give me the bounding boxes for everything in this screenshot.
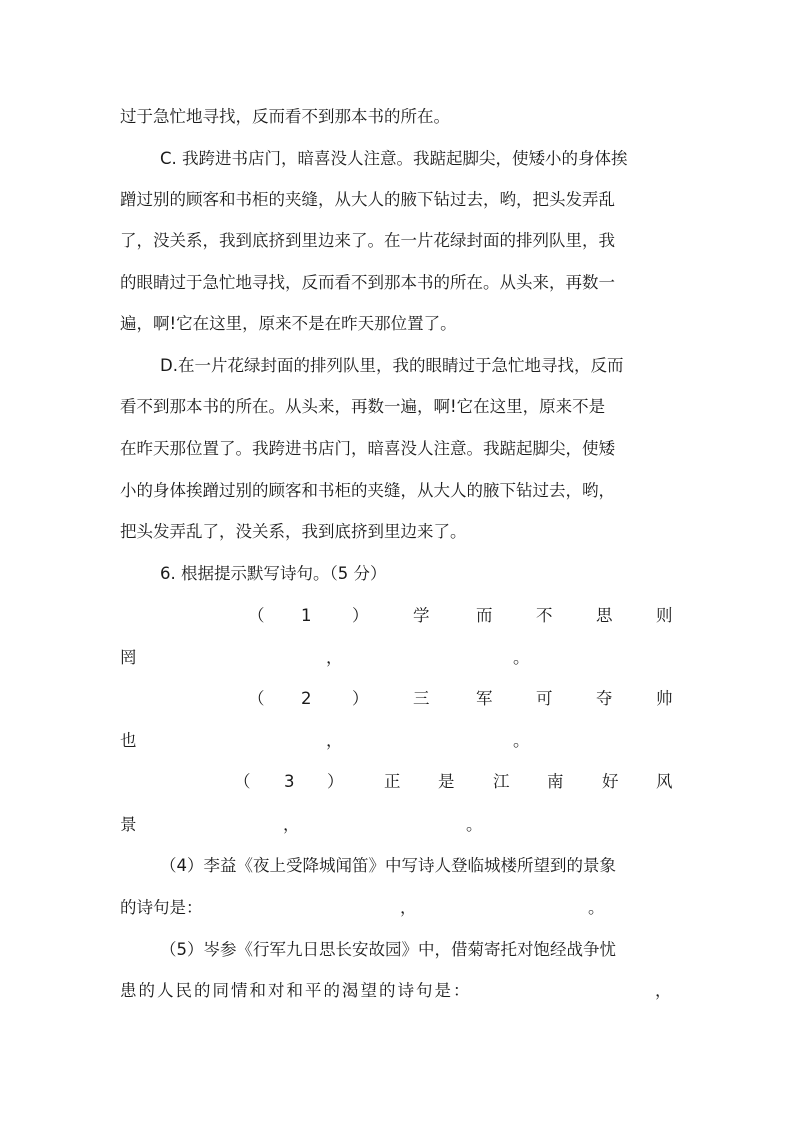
q6-item-5-prompt: 患的人民的同情和对和平的渴望的诗句是： <box>120 981 472 1000</box>
q6-item-2-char: ） <box>352 689 369 708</box>
q6-item-3-tail: 景 <box>120 815 137 834</box>
option-d-line-3: 在昨天那位置了。我跨进书店门，暗喜没人注意。我踮起脚尖，使矮 <box>120 439 615 458</box>
q6-item-2-char: 军 <box>476 689 493 708</box>
q6-item-3-char: 正 <box>384 772 401 791</box>
option-c-line-1: C. 我跨进书店门，暗喜没人注意。我踮起脚尖，使矮小的身体挨 <box>160 149 628 168</box>
q6-item-1-char: 而 <box>476 606 493 625</box>
q6-item-5-line-1: （5）岑参《行军九日思长安故园》中，借菊寄托对饱经战争忧 <box>160 940 616 959</box>
option-d-line-5: 把头发弄乱了，没关系，我到底挤到里边来了。 <box>120 522 467 541</box>
q6-item-1-char: ） <box>352 606 369 625</box>
q6-item-1-tail: 罔 <box>120 648 137 667</box>
q6-item-4-period: 。 <box>588 898 605 917</box>
option-d-line-2: 看不到那本书的所在。从头来，再数一遍，啊!它在这里，原来不是 <box>120 397 606 416</box>
q6-item-1-char: 学 <box>413 606 430 625</box>
q6-item-2-char: 帅 <box>656 689 673 708</box>
q6-item-1-char: 则 <box>656 606 673 625</box>
option-c-line-5: 遍，啊!它在这里，原来不是在昨天那位置了。 <box>120 314 457 333</box>
option-c-line-2: 蹭过别的顾客和书柜的夹缝，从大人的腋下钻过去，哟，把头发弄乱 <box>120 190 615 209</box>
q6-item-1-comma: ， <box>326 648 343 667</box>
option-c-line-3: 了，没关系，我到底挤到里边来了。在一片花绿封面的排列队里，我 <box>120 231 615 250</box>
q6-item-2-char: 可 <box>536 689 553 708</box>
q6-item-1-char: 1 <box>301 606 312 625</box>
q6-item-2-char: 2 <box>301 689 312 708</box>
q6-item-3-comma: ， <box>283 815 300 834</box>
q6-item-1-char: 思 <box>596 606 613 625</box>
q6-item-4-prompt: 的诗句是： <box>120 898 203 917</box>
q6-item-2-char: 夺 <box>596 689 613 708</box>
q6-item-3-char: 好 <box>602 772 619 791</box>
q6-item-2-tail: 也 <box>120 731 137 750</box>
q6-item-3-char: （ <box>234 772 251 791</box>
q6-item-4-comma: ， <box>400 898 417 917</box>
q6-item-1-period: 。 <box>513 648 530 667</box>
q6-item-3-char: 3 <box>284 772 295 791</box>
q6-item-3-char: 南 <box>547 772 564 791</box>
q6-item-1-char: （ <box>248 606 265 625</box>
q6-item-2-comma: ， <box>326 731 343 750</box>
option-c-line-4: 的眼睛过于急忙地寻找，反而看不到那本书的所在。从头来，再数一 <box>120 273 615 292</box>
option-b-tail-line: 过于急忙地寻找，反而看不到那本书的所在。 <box>120 107 450 126</box>
q6-item-2-char: （ <box>248 689 265 708</box>
q6-item-4-line-1: （4）李益《夜上受降城闻笛》中写诗人登临城楼所望到的景象 <box>160 856 616 875</box>
question-6-heading: 6. 根据提示默写诗句。（5 分） <box>160 564 387 583</box>
q6-item-3-char: 江 <box>493 772 510 791</box>
q6-item-3-period: 。 <box>466 815 483 834</box>
q6-item-3-char: ） <box>327 772 344 791</box>
option-d-line-4: 小的身体挨蹭过别的顾客和书柜的夹缝，从大人的腋下钻过去，哟， <box>120 481 615 500</box>
q6-item-2-char: 三 <box>413 689 430 708</box>
q6-item-3-char: 是 <box>438 772 455 791</box>
q6-item-2-period: 。 <box>513 731 530 750</box>
option-d-line-1: D.在一片花绿封面的排列队里，我的眼睛过于急忙地寻找，反而 <box>160 356 624 375</box>
q6-item-5-comma: ， <box>655 981 672 1000</box>
q6-item-3-char: 风 <box>656 772 673 791</box>
q6-item-1-char: 不 <box>536 606 553 625</box>
